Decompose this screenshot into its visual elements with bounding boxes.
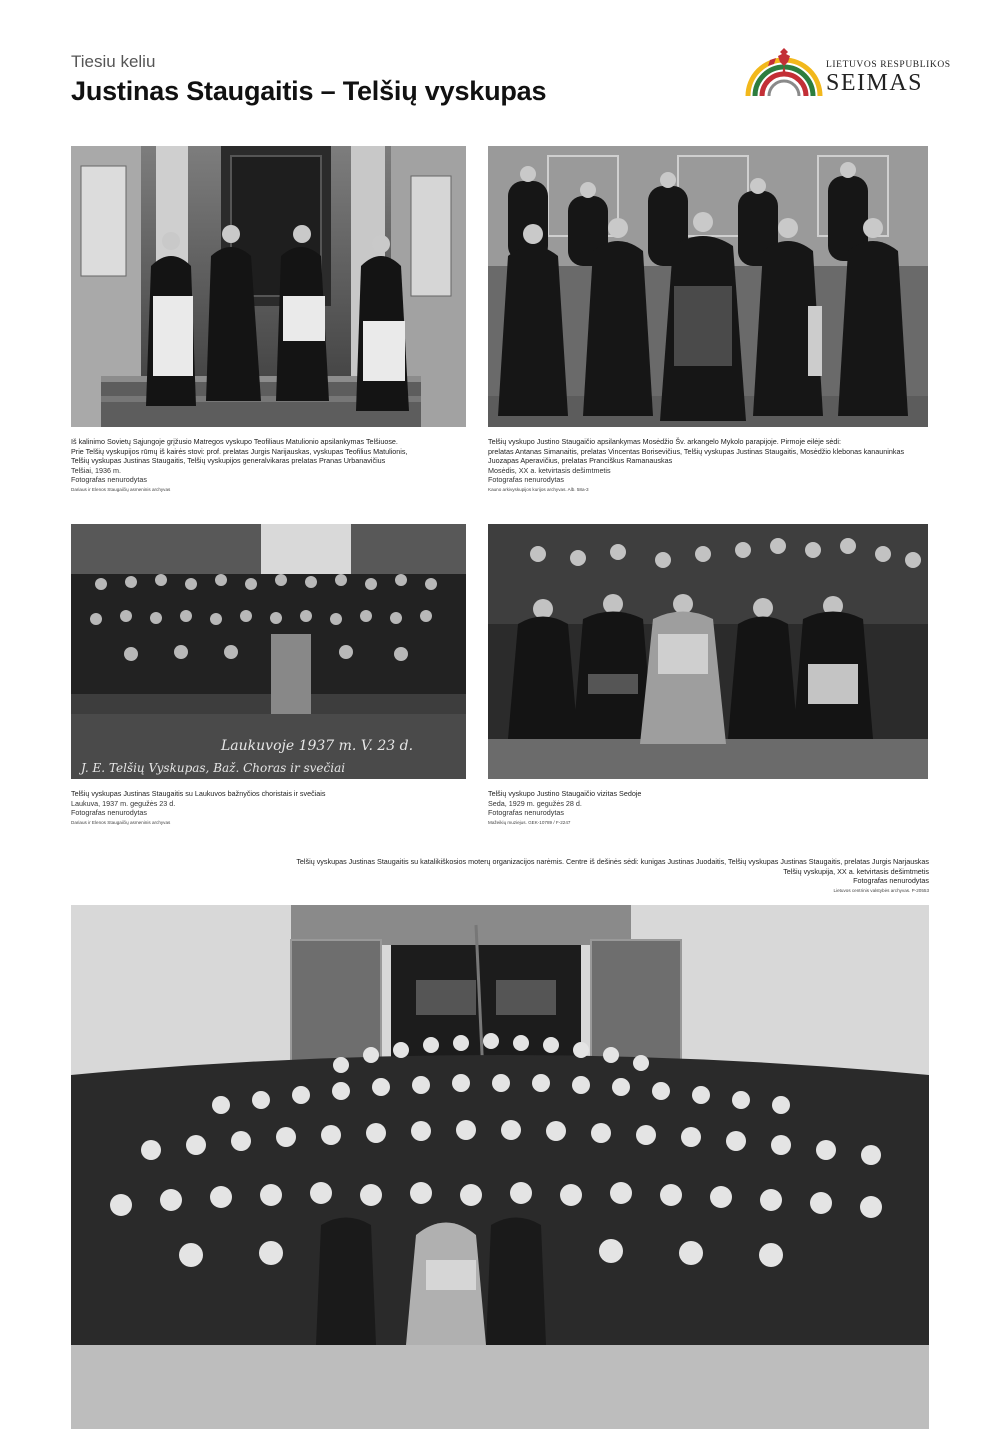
caption-2-line-3: Juozapas Aperavičius, prelatas Pranciškus Ramanauskas: [488, 456, 673, 466]
caption-2-line-1: Telšių vyskupo Justino Staugaičio apsilankymas Mosėdžio Šv. arkangelo Mykolo parapijoje. Pirmoje eilėje sėdi:: [488, 437, 842, 446]
caption-1-place: Telšiai, 1936 m.: [71, 465, 121, 475]
caption-1-photographer: Fotografas nenurodytas: [71, 475, 147, 485]
caption-2-place: Mosėdis, XX a. ketvirtasis dešimtmetis: [488, 465, 611, 475]
logo-line-1: LIETUVOS RESPUBLIKOS: [826, 60, 951, 70]
page-title: Justinas Staugaitis – Telšių vyskupas: [71, 76, 547, 106]
caption-5-photographer: Fotografas nenurodytas: [853, 876, 929, 886]
photo-2: [488, 146, 928, 427]
inscription-line-2: J. E. Telšių Vyskupas, Baž. Choras ir svečiai: [81, 761, 346, 775]
caption-1-line-1: Iš kalinimo Sovietų Sąjungoje grįžusio Matregos vyskupo Teofiliaus Matulionio apsilankymas Telšiuose.: [71, 437, 398, 446]
caption-4-line-1: Telšių vyskupo Justino Staugaičio vizitas Sedoje: [488, 789, 642, 798]
caption-4-photographer: Fotografas nenurodytas: [488, 808, 564, 818]
caption-3-place: Laukuva, 1937 m. gegužės 23 d.: [71, 798, 176, 808]
caption-2-source: Kauno arkivyskupijos kurijos archyvas. Alb. 58a-3: [488, 486, 589, 492]
caption-3-source: Dariaus ir Elenos Staugaičių asmeninis archyvas: [71, 819, 171, 825]
caption-4-place: Seda, 1929 m. gegužės 28 d.: [488, 798, 582, 808]
logo-line-2: SEIMAS: [826, 70, 924, 96]
photo-3: [71, 524, 466, 779]
caption-5-line-1: Telšių vyskupas Justinas Staugaitis su katalikiškosios moterų organizacijos narėmis. Centre iš dešinės sėdi: kunigas Justinas Juodaitis, Telšių vyskupas Justinas Staugaitis, prelatas Jurgis Narjauskas: [296, 857, 929, 866]
caption-1-source: Dariaus ir Elenos Staugaičių asmeninis archyvas: [71, 486, 171, 492]
caption-2-photographer: Fotografas nenurodytas: [488, 475, 564, 485]
caption-4: [488, 789, 928, 827]
seimas-emblem-icon: [744, 46, 824, 102]
caption-3-photographer: Fotografas nenurodytas: [71, 808, 147, 818]
photo-1: [71, 146, 466, 427]
caption-5-place: Telšių vyskupija, XX a. ketvirtasis dešimtmetis: [783, 866, 929, 876]
caption-1: [71, 437, 471, 494]
caption-4-source: Mažeikių muziejus. GEK-10789 / F-2247: [488, 819, 571, 825]
caption-1-line-3: Telšių vyskupas Justinas Staugaitis, Telšių vyskupijos generalvikaras prelatas Pranas Urbanavičius: [71, 456, 386, 466]
photo-5: [71, 905, 929, 1429]
caption-3: [71, 789, 471, 827]
caption-3-line-1: Telšių vyskupas Justinas Staugaitis su Laukuvos bažnyčios choristais ir svečiais: [71, 789, 326, 798]
seimas-logo: [744, 46, 951, 102]
photo-4: [488, 524, 928, 779]
caption-1-line-2: Prie Telšių vyskupijos rūmų iš kairės stovi: prof. prelatas Jurgis Narijauskas, vyskupas Teofilius Matulionis,: [71, 446, 408, 456]
inscription-line-1: Laukuvoje 1937 m. V. 23 d.: [221, 738, 414, 754]
caption-2-line-2: prelatas Antanas Simanaitis, prelatas Vincentas Borisevičius, Telšių vyskupas Justinas Staugaitis, Mosėdžio klebonas kanauninkas: [488, 446, 905, 456]
caption-5-source: Lietuvos centrinis valstybės archyvas. P-20553: [833, 887, 929, 893]
caption-2: [488, 437, 928, 494]
caption-5: [69, 857, 929, 895]
series-title: Tiesiu keliu: [71, 52, 156, 71]
